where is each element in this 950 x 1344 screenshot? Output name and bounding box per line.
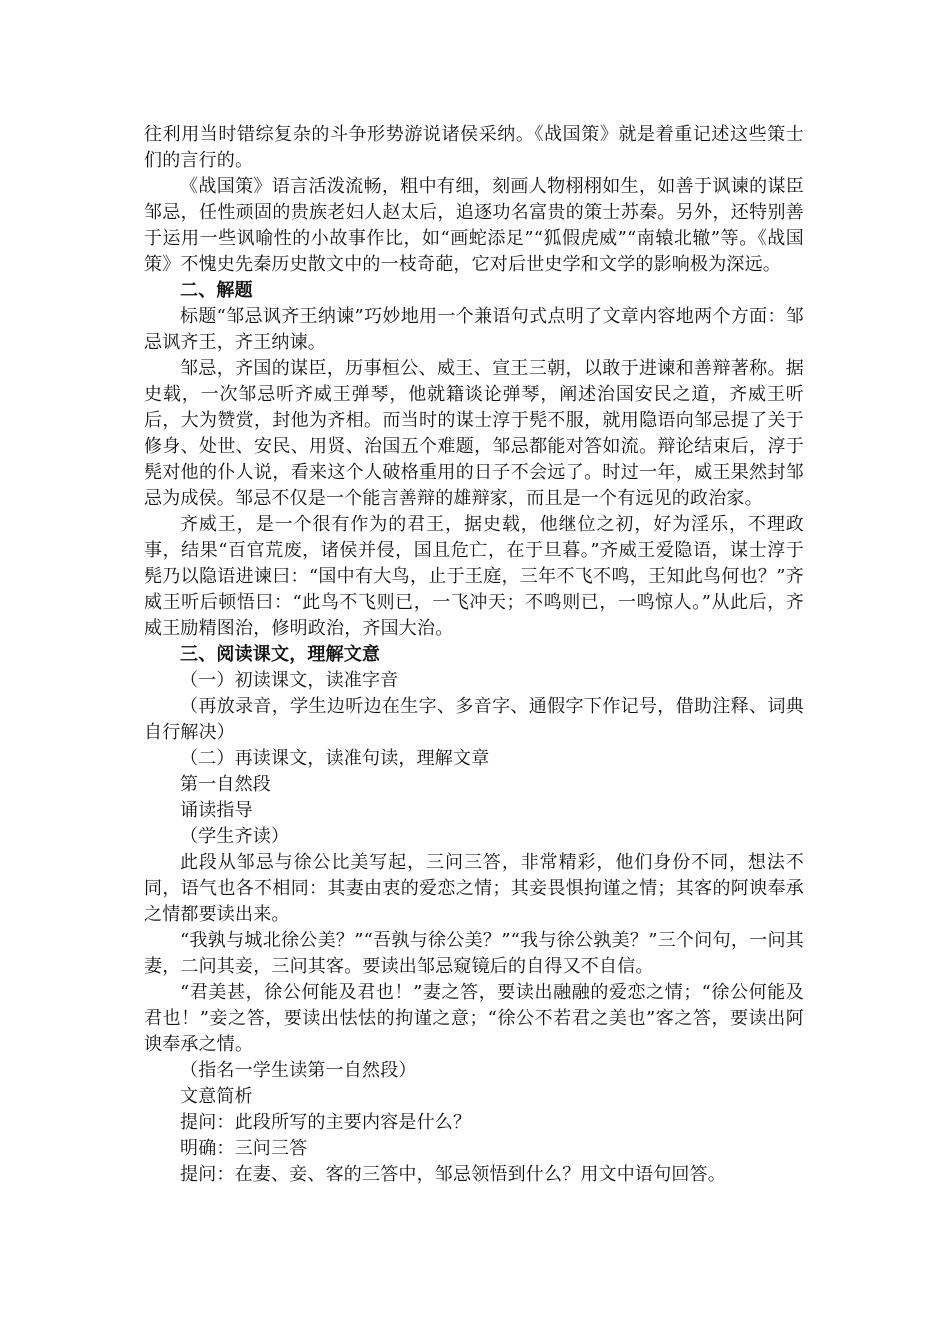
paragraph-title-explanation: 标题“邹忌讽齐王纳谏”巧妙地用一个兼语句式点明了文章内容地两个方面：邹忌讽齐王，齐王纳谏。 <box>144 306 804 353</box>
paragraph-three-questions: “我孰与城北徐公美？”“吾孰与徐公美？”“我与徐公孰美？”三个问句，一问其妻，二问其妾，三问其客。要读出邹忌窥镜后的自得又不自信。 <box>144 930 804 977</box>
document-body <box>144 122 804 1188</box>
paragraph-question-main: 提问：此段所写的主要内容是什么？ <box>180 1112 472 1133</box>
paragraph-second-reading: （二）再读课文，读准句读，理解文章 <box>180 748 490 769</box>
paragraph-section-analysis: 此段从邹忌与徐公比美写起，三问三答，非常精彩，他们身份不同，想法不同，语气也各不相同：其妻由衷的爱恋之情；其妾畏惧拘谨之情；其客的阿谀奉承之情都要读出来。 <box>144 852 804 925</box>
paragraph-qi-weiwang: 齐威王，是一个很有作为的君王，据史载，他继位之初，好为淫乐，不理政事，结果“百官荒废，诸侯并侵，国且危亡，在于旦暮。”齐威王爱隐语，谋士淳于髡乃以隐语进谏曰：“国中有大鸟，止于王庭，三年不飞不鸣，王知此鸟何也？”齐威王听后顿悟曰：“此鸟不飞则已，一飞冲天；不鸣则已，一鸣惊人。”从此后，齐威王励精图治，修明政治，齐国大治。 <box>144 514 804 639</box>
section-heading-reading: 三、阅读课文，理解文意 <box>180 644 381 665</box>
paragraph-first-natural-section: 第一自然段 <box>180 774 271 795</box>
paragraph-recitation-guide: 诵读指导 <box>180 800 253 821</box>
paragraph-students-read: （学生齐读） <box>180 826 290 847</box>
paragraph-zouji: 邹忌，齐国的谋臣，历事桓公、威王、宣王三朝，以敢于进谏和善辩著称。据史载，一次邹忌听齐威王弹琴，他就籍谈论弹琴，阐述治国安民之道，齐威王听后，大为赞赏，封他为齐相。而当时的谋士淳于髡不服，就用隐语向邹忌提了关于修身、处世、安民、用贤、治国五个难题，邹忌都能对答如流。辩论结束后，淳于髡对他的仆人说，看来这个人破格重用的日子不会远了。时过一年，威王果然封邹忌为成侯。邹忌不仅是一个能言善辩的雄辩家，而且是一个有远见的政治家。 <box>144 358 804 509</box>
paragraph-first-reading: （一）初读课文，读准字音 <box>180 670 399 691</box>
paragraph-recording-note: （再放录音，学生边听边在生字、多音字、通假字下作记号，借助注释、词典自行解决） <box>144 696 804 743</box>
paragraph-zhanguoce-style: 《战国策》语言活泼流畅，粗中有细，刻画人物栩栩如生，如善于讽谏的谋臣邹忌，任性顽固的贵族老妇人赵太后，追逐功名富贵的策士苏秦。另外，还特别善于运用一些讽喻性的小故事作比，如“画蛇添足”“狐假虎威”“南辕北辙”等。《战国策》不愧史先秦历史散文中的一枝奇葩，它对后世史学和文学的影响极为深远。 <box>144 176 804 275</box>
paragraph-answer-main: 明确：三问三答 <box>180 1138 308 1159</box>
paragraph-question-realization: 提问：在妻、妾、客的三答中，邹忌领悟到什么？用文中语句回答。 <box>180 1164 726 1185</box>
paragraph-student-reads: （指名一学生读第一自然段） <box>180 1060 417 1081</box>
paragraph-intro-continued: 往利用当时错综复杂的斗争形势游说诸侯采纳。《战国策》就是着重记述这些策士们的言行的。 <box>144 124 804 171</box>
paragraph-three-answers: “君美甚，徐公何能及君也！”妻之答，要读出融融的爱恋之情；“徐公何能及君也！”妾之答，要读出怯怯的拘谨之意；“徐公不若君之美也”客之答，要读出阿谀奉承之情。 <box>144 982 804 1055</box>
paragraph-meaning-analysis: 文意简析 <box>180 1086 253 1107</box>
section-heading-jieti: 二、解题 <box>180 280 253 301</box>
